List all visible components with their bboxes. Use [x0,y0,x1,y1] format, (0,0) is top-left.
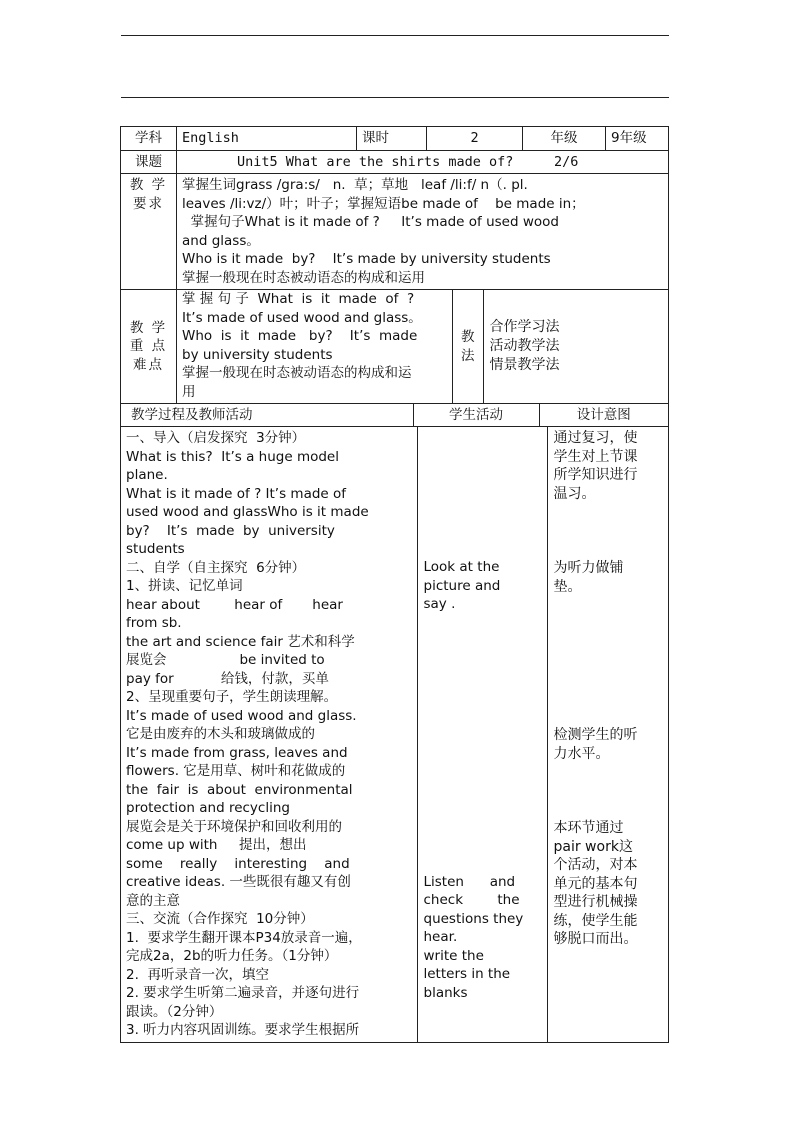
goals-line: Who is it made by? It’s made by university students [182,251,551,267]
student-line: picture and [423,577,501,594]
teacher-line: 二、自学（自主探究 6分钟） [126,559,306,576]
design-line: 垫。 [553,578,582,595]
design-line: pair work这 [553,838,633,855]
teacher-line: students [126,541,185,557]
design-line: 单元的基本句 [553,875,638,892]
method-list [483,290,668,403]
teacher-line: by? It’s made by university [126,522,335,539]
process-col1-header: 教学过程及教师活动 [121,404,413,426]
teacher-line: 2. 再听录音一次，填空 [126,966,269,983]
goals-row [121,174,669,290]
keypoints-content [177,290,453,404]
teacher-line: from sb. [126,615,182,631]
keypoints-line: Who is it made by? It’s made [182,328,418,344]
student-line: Listen and [423,873,516,890]
top-rule [121,35,669,36]
teacher-line: flowers. 它是用草、树叶和花做成的 [126,763,346,779]
teacher-line: 意的主意 [126,892,180,909]
teacher-line: It’s made from grass, leaves and [126,744,348,761]
student-activity [417,427,547,1042]
keypoints-line: 掌握一般现在时态被动语态的构成和运 [182,365,412,381]
teacher-line: 2. 要求学生听第二遍录音，并逐句进行 [126,985,360,1001]
method-item: 合作学习法 [489,319,560,335]
teacher-line: 它是由废弃的木头和玻璃做成的 [126,726,315,742]
goals-line: leaves /li:vz/）叶；叶子；掌握短语be made of be made in； [182,195,585,212]
student-line: check the [423,892,520,908]
teacher-line: 三、交流（合作探究 10分钟） [126,911,314,927]
teacher-line: 跟读。（2分钟） [126,1003,223,1020]
keypoints-line: by university students [182,346,333,363]
teacher-line: 2、呈现重要句子，学生朗读理解。 [126,689,338,705]
design-line: 学生对上节课 [553,448,638,465]
topic-label: 课题 [121,150,177,174]
goals-line: 掌握句子What is it made of ? It’s made of used wood [182,214,559,230]
method-cell [453,290,669,404]
design-line: 本环节通过 [553,820,624,836]
teacher-line: creative ideas. 一些既很有趣又有创 [126,874,351,890]
method-table [453,290,668,403]
teacher-line: 1、拼读、记忆单词 [126,578,243,594]
topic-row [121,150,669,174]
subject-label: 学科 [121,127,177,151]
teacher-line: It’s made of used wood and glass. [126,707,357,724]
student-line: Look at the [423,559,500,575]
teacher-line: 一、导入（启发探究 3分钟） [126,430,306,446]
keypoints-line: 掌 握 句 子 What is it made of ? [182,291,415,307]
method-item: 情景教学法 [489,357,560,373]
method-item: 活动教学法 [489,338,560,354]
teacher-line: the art and science fair 艺术和科学 [126,633,355,650]
teacher-line: 1. 要求学生翻开课本P34放录音一遍， [126,929,362,946]
student-line: letters in the [423,966,511,982]
teacher-line: 展览会是关于环境保护和回收利用的 [126,818,342,835]
design-line: 检测学生的听 [553,727,638,743]
goals-label: 教 学 要求 [121,174,177,290]
student-line: blanks [423,984,468,1001]
teacher-line: What is this? It’s a huge model [126,448,339,465]
design-line: 温习。 [553,485,596,502]
keypoints-line: It’s made of used wood and glass。 [182,309,422,326]
subject-value: English [177,127,357,151]
student-line: questions they [423,910,524,927]
design-line: 通过复习，使 [553,430,638,446]
teacher-line: come up with 提出，想出 [126,837,307,853]
student-line: say . [423,596,456,612]
keypoints-label: 教 学 重 点 难点 [121,290,177,404]
teacher-line: plane. [126,467,168,483]
teacher-line: some really interesting and [126,855,350,872]
design-line: 为听力做铺 [553,560,624,576]
method-label: 教 法 [453,290,483,403]
teacher-line: the fair is about environmental [126,781,353,798]
design-line: 所学知识进行 [553,467,638,483]
teacher-line: protection and recycling [126,800,290,816]
second-rule [121,97,669,98]
teacher-line: used wood and glassWho is it made [126,504,369,520]
teacher-line: hear about hear of hear [126,596,343,613]
lesson-plan-table [120,126,669,1043]
period-value: 2 [427,127,523,151]
design-line: 个活动，对本 [553,857,638,873]
process-body-row [121,427,669,1043]
design-line: 力水平。 [553,745,610,762]
teacher-line: pay for 给钱，付款，买单 [126,670,329,687]
grade-value: 9年级 [606,127,669,151]
process-header-row [121,404,669,427]
topic-value: Unit5 What are the shirts made of? 2/6 [177,150,669,174]
design-line: 练，使学生能 [553,912,638,929]
goals-content [177,174,669,290]
process-col2-header: 学生活动 [413,404,539,426]
goals-line: 掌握生词grass /gra:s/ n. 草；草地 leaf /li:f/ n（. pl. [182,177,528,193]
teacher-line: 展览会 be invited to [126,652,325,668]
goals-line: and glass。 [182,232,260,249]
design-intent [547,427,668,1042]
design-line: 型进行机械操 [553,894,638,910]
teacher-line: 3. 听力内容巩固训练。要求学生根据所 [126,1022,360,1038]
student-line: hear. [423,929,458,945]
teacher-activity [121,427,417,1042]
keypoints-line: 用 [182,383,196,400]
teacher-line: What is it made of ? It’s made of [126,485,347,502]
keypoints-row [121,290,669,404]
process-col3-header: 设计意图 [576,406,631,423]
header-row [121,127,669,151]
student-line: write the [423,947,484,964]
goals-line: 掌握一般现在时态被动语态的构成和运用 [182,269,425,286]
period-label: 课时 [357,127,427,151]
teacher-line: 完成2a，2b的听力任务。（1分钟） [126,948,338,964]
grade-label: 年级 [523,127,606,151]
design-line: 够脱口而出。 [553,931,638,947]
